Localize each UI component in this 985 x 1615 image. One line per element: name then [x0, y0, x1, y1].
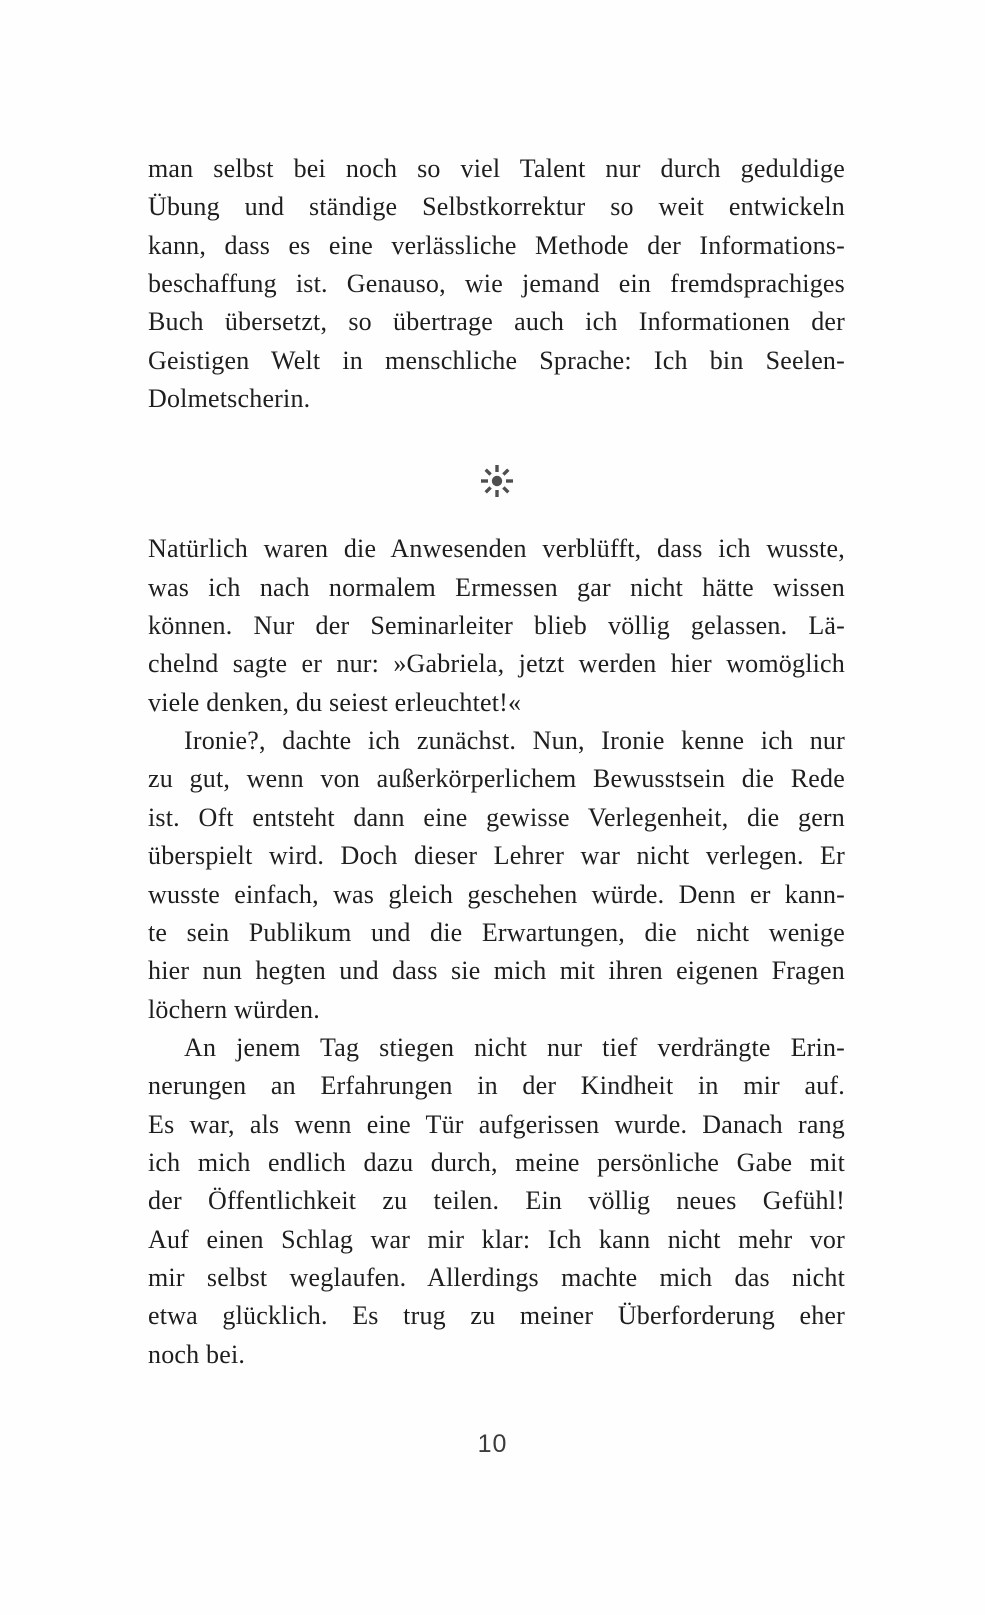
text-line: etwa glücklich. Es trug zu meiner Überforderung eher	[148, 1301, 845, 1331]
section-break-ornament	[148, 418, 845, 530]
text-line: man selbst bei noch so viel Talent nur durch geduldige	[148, 154, 845, 183]
text-line: können. Nur der Seminarleiter blieb völlig gelassen. Lä-	[148, 611, 845, 641]
text-line: wusste einfach, was gleich geschehen würde. Denn er kann-	[148, 879, 845, 909]
text-line: Natürlich waren die Anwesenden verblüfft, dass ich wusste,	[148, 534, 845, 564]
text-line: beschaffung ist. Genauso, wie jemand ein fremdsprachiges	[148, 269, 845, 299]
text-line: viele denken, du seiest erleuchtet!«	[148, 687, 522, 717]
page-text	[148, 150, 845, 1374]
text-line: Buch übersetzt, so übertrage auch ich Informationen der	[148, 307, 845, 337]
text-line: chelnd sagte er nur: »Gabriela, jetzt werden hier womöglich	[148, 649, 845, 679]
text-line: mir selbst weglaufen. Allerdings machte mich das nicht	[148, 1262, 845, 1292]
text-line: ich mich endlich dazu durch, meine persönliche Gabe mit	[148, 1147, 845, 1177]
text-line: noch bei.	[148, 1339, 246, 1369]
text-line: An jenem Tag stiegen nicht nur tief verdrängte Erin-	[184, 1032, 845, 1062]
text-line: Ironie?, dachte ich zunächst. Nun, Ironie kenne ich nur	[184, 726, 845, 756]
text-line: hier nun hegten und dass sie mich mit ihren eigenen Fragen	[148, 956, 845, 986]
text-line: zu gut, wenn von außerkörperlichem Bewusstsein die Rede	[148, 764, 845, 794]
paragraph	[148, 530, 845, 722]
text-line: Auf einen Schlag war mir klar: Ich kann nicht mehr vor	[148, 1224, 845, 1254]
text-line: te sein Publikum und die Erwartungen, die nicht wenige	[148, 917, 845, 947]
text-line: löchern würden.	[148, 994, 320, 1024]
text-line: Geistigen Welt in menschliche Sprache: Ich bin Seelen-	[148, 345, 845, 375]
paragraph	[148, 722, 845, 1029]
text-line: überspielt wird. Doch dieser Lehrer war nicht verlegen. Er	[148, 841, 845, 871]
text-line: Dolmetscherin.	[148, 384, 311, 414]
text-line: was ich nach normalem Ermessen gar nicht hätte wissen	[148, 572, 845, 602]
text-line: Übung und ständige Selbstkorrektur so weit entwickeln	[148, 192, 845, 222]
page-number: 10	[477, 1430, 508, 1458]
sun-icon	[479, 463, 515, 499]
text-line: Es war, als wenn eine Tür aufgerissen wurde. Danach rang	[148, 1109, 845, 1139]
text-line: der Öffentlichkeit zu teilen. Ein völlig neues Gefühl!	[148, 1186, 845, 1216]
paragraph	[148, 150, 845, 418]
paragraph	[148, 1029, 845, 1374]
text-line: ist. Oft entsteht dann eine gewisse Verlegenheit, die gern	[148, 802, 845, 832]
text-line: kann, dass es eine verlässliche Methode der Informations-	[148, 230, 845, 260]
text-line: nerungen an Erfahrungen in der Kindheit in mir auf.	[148, 1071, 845, 1101]
